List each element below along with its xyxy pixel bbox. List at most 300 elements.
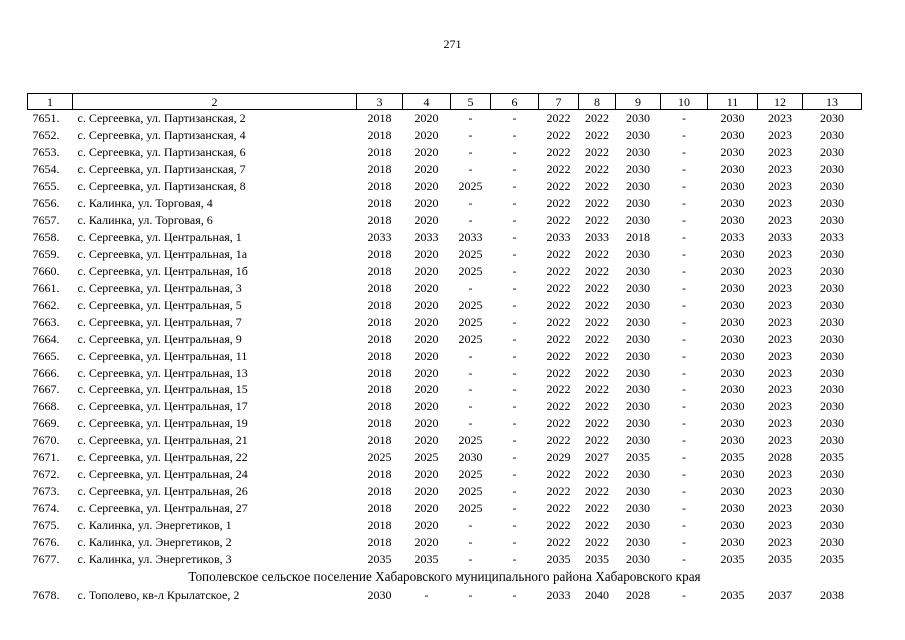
cell-col-11: 2030: [720, 399, 745, 414]
cell-col-11: 2030: [720, 433, 745, 448]
section-title-row: [28, 567, 862, 586]
table-row: [28, 144, 862, 161]
column-header: 13: [803, 94, 862, 110]
cell-col-7: 2022: [546, 246, 571, 261]
cell-col-7: 2022: [546, 297, 571, 312]
cell-col-9: 2028: [626, 587, 650, 602]
cell-col-9: 2030: [626, 263, 650, 278]
cell-col-13: 2038: [820, 587, 844, 602]
cell-address: с. Сергеевка, ул. Партизанская, 2: [77, 111, 246, 126]
cell-col-10: -: [682, 587, 686, 602]
cell-col-6: -: [512, 331, 517, 346]
table-row: [28, 313, 862, 330]
table-row: [28, 161, 862, 178]
cell-col-3: 2025: [367, 450, 392, 465]
table-row: [28, 364, 862, 381]
cell-col-13: 2030: [820, 314, 844, 329]
cell-col-13: 2030: [820, 467, 844, 482]
cell-col-13: 2030: [820, 280, 844, 295]
cell-col-5: 2025: [458, 331, 483, 346]
column-header: 4: [403, 94, 451, 110]
cell-col-5: -: [468, 416, 473, 431]
cell-col-6: -: [512, 450, 517, 465]
table-row: [28, 533, 862, 550]
cell-col-4: 2020: [414, 484, 439, 499]
cell-col-5: 2025: [458, 297, 483, 312]
cell-col-13: 2030: [820, 331, 844, 346]
cell-col-8: 2040: [585, 587, 609, 602]
cell-col-10: -: [682, 213, 686, 228]
cell-col-13: 2030: [820, 517, 844, 532]
cell-col-10: -: [682, 348, 686, 363]
cell-col-8: 2022: [585, 501, 609, 516]
cell-col-8: 2022: [585, 263, 609, 278]
cell-col-6: -: [512, 196, 517, 211]
cell-address: с. Сергеевка, ул. Центральная, 15: [77, 382, 248, 397]
cell-address: с. Сергеевка, ул. Центральная, 26: [77, 484, 248, 499]
cell-row-number: 7670.: [32, 433, 60, 448]
cell-col-11: 2030: [720, 246, 745, 261]
cell-col-6: -: [512, 314, 517, 329]
cell-col-3: 2018: [367, 263, 392, 278]
cell-col-3: 2035: [367, 551, 392, 566]
cell-col-6: -: [512, 297, 517, 312]
cell-col-5: -: [468, 348, 473, 363]
table-row: [28, 483, 862, 500]
cell-col-3: 2018: [367, 179, 392, 194]
cell-col-11: 2035: [720, 450, 745, 465]
cell-col-5: -: [468, 196, 473, 211]
cell-col-10: -: [682, 331, 686, 346]
cell-col-8: 2022: [585, 196, 609, 211]
cell-col-8: 2022: [585, 517, 609, 532]
cell-col-3: 2018: [367, 348, 392, 363]
cell-col-10: -: [682, 263, 686, 278]
cell-col-5: -: [468, 280, 473, 295]
cell-col-12: 2023: [768, 433, 792, 448]
cell-col-7: 2022: [546, 484, 571, 499]
cell-address: с. Сергеевка, ул. Партизанская, 7: [77, 162, 246, 177]
cell-col-11: 2030: [720, 263, 745, 278]
cell-col-13: 2030: [820, 179, 844, 194]
cell-col-7: 2022: [546, 111, 571, 126]
cell-col-3: 2018: [367, 382, 392, 397]
cell-col-4: 2020: [414, 314, 439, 329]
cell-col-3: 2018: [367, 484, 392, 499]
cell-col-3: 2018: [367, 297, 392, 312]
cell-row-number: 7678.: [32, 587, 60, 602]
cell-col-9: 2030: [626, 314, 650, 329]
cell-col-3: 2018: [367, 111, 392, 126]
table-row: [28, 586, 862, 603]
cell-col-11: 2030: [720, 179, 745, 194]
cell-col-10: -: [682, 382, 686, 397]
cell-row-number: 7665.: [32, 348, 60, 363]
cell-col-13: 2030: [820, 213, 844, 228]
cell-col-12: 2023: [768, 314, 792, 329]
cell-col-9: 2030: [626, 145, 650, 160]
cell-row-number: 7673.: [32, 484, 60, 499]
cell-col-4: 2020: [414, 145, 439, 160]
cell-col-11: 2030: [720, 365, 745, 380]
cell-col-13: 2030: [820, 246, 844, 261]
cell-col-11: 2030: [720, 162, 745, 177]
cell-col-8: 2022: [585, 467, 609, 482]
cell-col-3: 2033: [367, 230, 392, 245]
cell-col-6: -: [512, 433, 517, 448]
cell-col-7: 2022: [546, 196, 571, 211]
cell-col-9: 2030: [626, 246, 650, 261]
table-row: [28, 517, 862, 534]
table-row: [28, 195, 862, 212]
cell-address: с. Калинка, ул. Энергетиков, 2: [77, 534, 232, 549]
cell-col-4: 2020: [414, 433, 439, 448]
cell-col-9: 2035: [626, 450, 650, 465]
cell-col-7: 2022: [546, 433, 571, 448]
cell-col-9: 2030: [626, 399, 650, 414]
cell-col-13: 2030: [820, 145, 844, 160]
cell-col-13: 2030: [820, 196, 844, 211]
cell-col-13: 2033: [820, 230, 844, 245]
cell-col-9: 2030: [626, 213, 650, 228]
cell-col-13: 2030: [820, 365, 844, 380]
cell-col-8: 2035: [585, 551, 609, 566]
cell-col-4: 2020: [414, 517, 439, 532]
cell-col-8: 2022: [585, 534, 609, 549]
cell-col-9: 2030: [626, 416, 650, 431]
cell-col-9: 2030: [626, 128, 650, 143]
cell-col-7: 2022: [546, 314, 571, 329]
cell-row-number: 7663.: [32, 314, 60, 329]
cell-col-9: 2030: [626, 382, 650, 397]
cell-col-11: 2035: [720, 551, 745, 566]
cell-col-6: -: [512, 399, 517, 414]
cell-col-11: 2030: [720, 314, 745, 329]
cell-col-3: 2018: [367, 467, 392, 482]
cell-col-3: 2018: [367, 416, 392, 431]
cell-col-12: 2023: [768, 399, 792, 414]
cell-col-5: -: [468, 399, 473, 414]
cell-row-number: 7667.: [32, 382, 60, 397]
cell-col-4: -: [424, 587, 429, 602]
cell-col-9: 2030: [626, 484, 650, 499]
cell-col-10: -: [682, 551, 686, 566]
cell-address: с. Сергеевка, ул. Центральная, 17: [77, 399, 248, 414]
cell-address: с. Тополево, кв-л Крылатское, 2: [77, 587, 240, 602]
cell-col-13: 2030: [820, 297, 844, 312]
cell-col-3: 2018: [367, 534, 392, 549]
cell-col-5: -: [468, 551, 473, 566]
cell-col-8: 2022: [585, 111, 609, 126]
cell-col-13: 2030: [820, 534, 844, 549]
table-row: [28, 432, 862, 449]
cell-col-6: -: [512, 501, 517, 516]
cell-col-7: 2022: [546, 145, 571, 160]
section-title: Тополевское сельское поселение Хабаровского муниципального района Хабаровского края: [188, 569, 701, 585]
cell-col-6: -: [512, 246, 517, 261]
cell-col-4: 2020: [414, 382, 439, 397]
cell-col-12: 2023: [768, 382, 792, 397]
cell-address: с. Сергеевка, ул. Центральная, 3: [77, 280, 242, 295]
cell-col-4: 2020: [414, 331, 439, 346]
cell-col-4: 2020: [414, 213, 439, 228]
cell-row-number: 7677.: [32, 551, 60, 566]
cell-col-6: -: [512, 467, 517, 482]
cell-col-7: 2022: [546, 382, 571, 397]
cell-row-number: 7666.: [32, 365, 60, 380]
table-row: [28, 110, 862, 127]
cell-address: с. Калинка, ул. Торговая, 4: [77, 196, 213, 211]
cell-col-7: 2022: [546, 517, 571, 532]
cell-col-11: 2030: [720, 467, 745, 482]
table-row: [28, 330, 862, 347]
cell-col-6: -: [512, 213, 517, 228]
cell-col-6: -: [512, 534, 517, 549]
cell-col-8: 2022: [585, 365, 609, 380]
cell-col-10: -: [682, 314, 686, 329]
cell-col-4: 2033: [414, 230, 439, 245]
cell-col-7: 2022: [546, 213, 571, 228]
cell-col-4: 2020: [414, 348, 439, 363]
cell-col-5: -: [468, 517, 473, 532]
cell-col-9: 2030: [626, 467, 650, 482]
cell-row-number: 7671.: [32, 450, 60, 465]
cell-col-9: 2018: [626, 230, 650, 245]
cell-col-12: 2023: [768, 280, 792, 295]
cell-col-11: 2030: [720, 382, 745, 397]
table-row: [28, 279, 862, 296]
cell-col-12: 2023: [768, 501, 792, 516]
cell-col-6: -: [512, 587, 517, 602]
cell-col-3: 2018: [367, 128, 392, 143]
cell-col-10: -: [682, 179, 686, 194]
column-header: 8: [579, 94, 616, 110]
cell-col-10: -: [682, 280, 686, 295]
cell-col-13: 2030: [820, 484, 844, 499]
cell-col-12: 2023: [768, 484, 792, 499]
cell-col-6: -: [512, 382, 517, 397]
cell-col-5: -: [468, 111, 473, 126]
cell-col-11: 2033: [720, 230, 745, 245]
cell-col-5: -: [468, 162, 473, 177]
cell-col-8: 2022: [585, 179, 609, 194]
cell-col-10: -: [682, 128, 686, 143]
cell-col-11: 2030: [720, 128, 745, 143]
cell-col-4: 2020: [414, 416, 439, 431]
cell-col-12: 2023: [768, 467, 792, 482]
table-body: [28, 110, 862, 604]
page-number: 271: [443, 37, 462, 51]
cell-col-3: 2018: [367, 331, 392, 346]
cell-col-5: 2025: [458, 263, 483, 278]
cell-col-7: 2022: [546, 128, 571, 143]
cell-col-10: -: [682, 246, 686, 261]
table-row: [28, 229, 862, 246]
cell-col-7: 2033: [546, 587, 571, 602]
cell-col-10: -: [682, 111, 686, 126]
cell-col-5: -: [468, 365, 473, 380]
cell-col-5: 2025: [458, 433, 483, 448]
cell-col-7: 2022: [546, 331, 571, 346]
column-header: 9: [616, 94, 661, 110]
cell-col-5: -: [468, 145, 473, 160]
cell-col-7: 2022: [546, 263, 571, 278]
cell-col-7: 2029: [546, 450, 571, 465]
cell-col-3: 2018: [367, 162, 392, 177]
cell-col-4: 2020: [414, 179, 439, 194]
cell-col-3: 2018: [367, 399, 392, 414]
cell-col-11: 2030: [720, 111, 745, 126]
table-row: [28, 127, 862, 144]
cell-col-6: -: [512, 179, 517, 194]
cell-col-13: 2030: [820, 128, 844, 143]
cell-col-3: 2018: [367, 314, 392, 329]
cell-col-13: 2030: [820, 501, 844, 516]
cell-col-3: 2018: [367, 280, 392, 295]
cell-row-number: 7664.: [32, 331, 60, 346]
cell-address: с. Сергеевка, ул. Центральная, 13: [77, 365, 248, 380]
cell-col-6: -: [512, 128, 517, 143]
cell-col-13: 2030: [820, 348, 844, 363]
column-header: 1: [28, 94, 73, 110]
column-header: 3: [357, 94, 403, 110]
cell-address: с. Сергеевка, ул. Центральная, 22: [77, 450, 248, 465]
cell-col-4: 2035: [414, 551, 439, 566]
cell-address: с. Калинка, ул. Энергетиков, 1: [77, 517, 232, 532]
cell-col-7: 2022: [546, 348, 571, 363]
cell-col-8: 2033: [585, 230, 609, 245]
cell-col-4: 2020: [414, 162, 439, 177]
table-row: [28, 262, 862, 279]
cell-col-5: -: [468, 213, 473, 228]
cell-col-11: 2030: [720, 534, 745, 549]
cell-address: с. Сергеевка, ул. Центральная, 24: [77, 467, 248, 482]
cell-col-8: 2022: [585, 297, 609, 312]
table-header-row: [28, 94, 862, 110]
cell-col-8: 2022: [585, 280, 609, 295]
cell-col-6: -: [512, 416, 517, 431]
column-header: 2: [73, 94, 357, 110]
cell-col-3: 2018: [367, 213, 392, 228]
cell-col-8: 2022: [585, 162, 609, 177]
cell-col-7: 2033: [546, 230, 571, 245]
cell-col-5: 2030: [458, 450, 483, 465]
cell-col-4: 2020: [414, 263, 439, 278]
cell-col-3: 2018: [367, 365, 392, 380]
cell-col-12: 2037: [768, 587, 792, 602]
cell-address: с. Сергеевка, ул. Центральная, 1а: [77, 246, 248, 261]
cell-row-number: 7658.: [32, 230, 60, 245]
cell-col-12: 2023: [768, 416, 792, 431]
cell-address: с. Сергеевка, ул. Центральная, 11: [77, 348, 248, 363]
cell-col-11: 2030: [720, 517, 745, 532]
cell-col-13: 2030: [820, 111, 844, 126]
cell-col-3: 2018: [367, 501, 392, 516]
cell-col-11: 2030: [720, 213, 745, 228]
cell-col-3: 2018: [367, 433, 392, 448]
cell-col-4: 2020: [414, 399, 439, 414]
column-header: 10: [661, 94, 708, 110]
cell-row-number: 7656.: [32, 196, 60, 211]
cell-col-9: 2030: [626, 348, 650, 363]
cell-address: с. Калинка, ул. Энергетиков, 3: [77, 551, 232, 566]
cell-col-11: 2030: [720, 196, 745, 211]
cell-col-7: 2022: [546, 280, 571, 295]
cell-col-12: 2023: [768, 162, 792, 177]
cell-col-9: 2030: [626, 297, 650, 312]
cell-row-number: 7659.: [32, 246, 60, 261]
cell-col-4: 2020: [414, 280, 439, 295]
cell-col-8: 2022: [585, 399, 609, 414]
table-row: [28, 212, 862, 229]
cell-col-12: 2023: [768, 534, 792, 549]
cell-col-10: -: [682, 467, 686, 482]
cell-col-12: 2023: [768, 348, 792, 363]
cell-row-number: 7661.: [32, 280, 60, 295]
cell-col-4: 2020: [414, 501, 439, 516]
cell-row-number: 7657.: [32, 213, 60, 228]
cell-col-9: 2030: [626, 551, 650, 566]
cell-col-10: -: [682, 196, 686, 211]
cell-col-12: 2023: [768, 246, 792, 261]
cell-col-6: -: [512, 162, 517, 177]
cell-col-11: 2030: [720, 331, 745, 346]
cell-col-5: -: [468, 128, 473, 143]
cell-col-4: 2020: [414, 365, 439, 380]
cell-col-5: 2025: [458, 179, 483, 194]
cell-col-4: 2020: [414, 246, 439, 261]
cell-row-number: 7662.: [32, 297, 60, 312]
cell-col-7: 2022: [546, 365, 571, 380]
column-header: 12: [758, 94, 803, 110]
cell-col-6: -: [512, 484, 517, 499]
cell-address: с. Сергеевка, ул. Центральная, 1б: [77, 263, 248, 278]
cell-col-5: 2025: [458, 484, 483, 499]
cell-col-12: 2023: [768, 179, 792, 194]
cell-row-number: 7652.: [32, 128, 60, 143]
cell-col-3: 2018: [367, 145, 392, 160]
cell-col-12: 2023: [768, 297, 792, 312]
cell-col-11: 2030: [720, 145, 745, 160]
cell-col-9: 2030: [626, 111, 650, 126]
column-header: 7: [539, 94, 579, 110]
cell-col-5: -: [468, 534, 473, 549]
cell-address: с. Сергеевка, ул. Партизанская, 8: [77, 179, 246, 194]
cell-col-6: -: [512, 517, 517, 532]
cell-col-6: -: [512, 263, 517, 278]
cell-address: с. Сергеевка, ул. Центральная, 9: [77, 331, 242, 346]
table-row: [28, 415, 862, 432]
cell-col-9: 2030: [626, 280, 650, 295]
cell-col-10: -: [682, 399, 686, 414]
cell-col-3: 2030: [367, 587, 392, 602]
table-row: [28, 381, 862, 398]
cell-row-number: 7654.: [32, 162, 60, 177]
cell-col-9: 2030: [626, 365, 650, 380]
cell-col-8: 2027: [585, 450, 609, 465]
cell-col-12: 2033: [768, 230, 792, 245]
cell-col-8: 2022: [585, 484, 609, 499]
cell-col-8: 2022: [585, 128, 609, 143]
cell-col-13: 2035: [820, 450, 844, 465]
cell-col-5: -: [468, 587, 473, 602]
cell-row-number: 7655.: [32, 179, 60, 194]
cell-col-12: 2023: [768, 517, 792, 532]
cell-address: с. Калинка, ул. Торговая, 6: [77, 213, 213, 228]
cell-col-8: 2022: [585, 433, 609, 448]
cell-col-12: 2023: [768, 145, 792, 160]
cell-col-10: -: [682, 162, 686, 177]
